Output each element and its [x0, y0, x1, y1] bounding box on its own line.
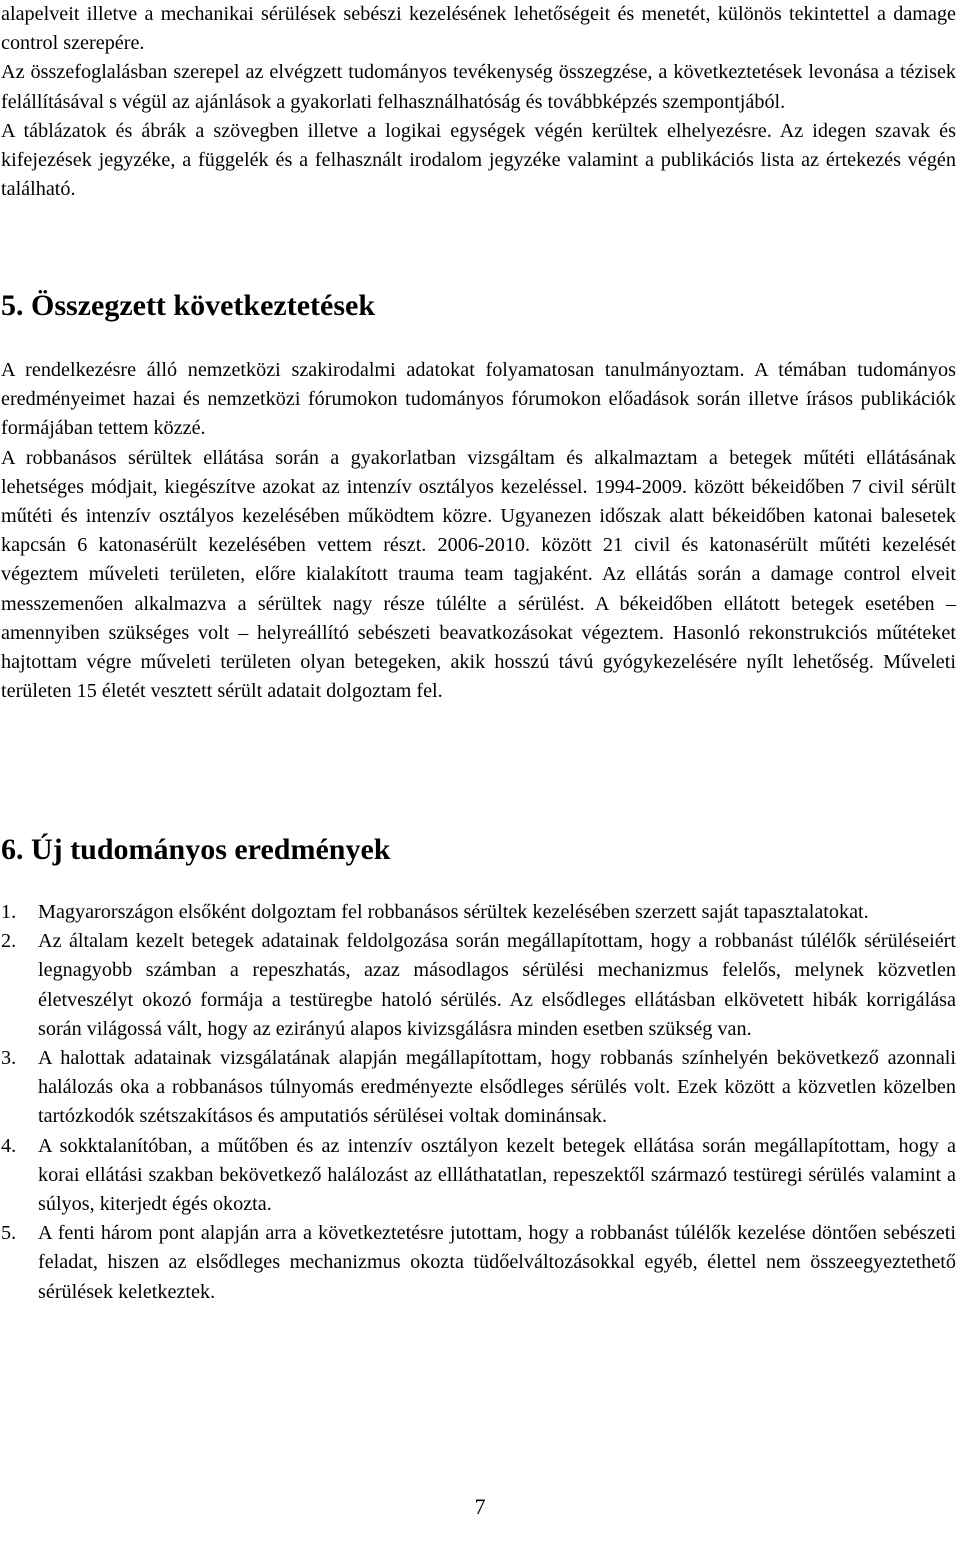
section-6-heading: 6. Új tudományos eredmények: [1, 833, 391, 866]
list-item: [1, 1219, 956, 1307]
findings-list: [1, 898, 956, 1307]
list-item-number: 2.: [1, 930, 17, 953]
intro-paragraph-1: alapelveit illetve a mechanikai sérülések sebészi kezelésének lehetőségeit és menetét, különös tekintettel a damage control szerepére.: [1, 3, 956, 55]
intro-paragraph-3: A táblázatok és ábrák a szövegben illetve a logikai egységek végén kerültek elhelyezésre. Az idegen szavak és kifejezések jegyzéke, a függelék és a felhasznált irodalom jegyzéke valamint a publikációs lista az értekezés végén található.: [1, 119, 956, 201]
intro-paragraph-2: Az összefoglalásban szerepel az elvégzett tudományos tevékenység összegzése, a következtetések levonása a tézisek felállításával s végül az ajánlások a gyakorlati felhasználhatóság és továbbképzés szempontjából.: [1, 61, 956, 113]
list-item-text: Az általam kezelt betegek adatainak feldolgozása során megállapítottam, hogy a robbanást túlélők sérüléseiért legnagyobb számban a repeszhatás, azaz másodlagos sérülési mechanizmus felelős, melynek közvetlen életveszélyt okozó formája a testüregbe hatoló sérülés. Az elsődleges ellátásban elkövetett hibák korrigálása során világossá vált, hogy az ezirányú alapos kivizsgálásra minden esetben szükség van.: [38, 930, 956, 1040]
section-5-paragraph-1: A rendelkezésre álló nemzetközi szakirodalmi adatokat folyamatosan tanulmányoztam. A témában tudományos eredményeimet hazai és nemzetközi fórumokon tudományos fórumokon előadások során illetve írásos publikációk formájában tettem közzé.: [1, 359, 956, 440]
section-5-paragraph-2: A robbanásos sérültek ellátása során a gyakorlatban vizsgáltam és alkalmaztam a betegek műtéti ellátásának lehetséges módjait, kiegészítve azokat az intenzív osztályos kezeléssel. 1994-2009. között békeidőben 7 civil sérült műtéti és intenzív osztályos kezelésében működtem közre. Ugyanezen időszak alatt békeidőben katonai balesetek kapcsán 6 katonasérült kezelésében vettem részt. 2006-2010. között 21 civil és katonasérült műtéti kezelését végeztem műveleti területen, előre kialakított trauma team tagjaként. Az ellátás során a damage control elveit messzemenően alkalmazva a sérültek nagy része túlélte a sérülést. A békeidőben ellátott betegek esetében – amennyiben szükséges volt – helyreállító sebészeti beavatkozásokat végeztem. Hasonló rekonstrukciós műtéteket hajtottam végre műveleti területen olyan betegeken, akik hosszú távú gyógykezelésére nyílt lehetőség. Műveleti területen 15 életét vesztett sérült adatait dolgoztam fel.: [1, 446, 956, 703]
list-item-number: 4.: [1, 1134, 17, 1157]
list-item: [1, 927, 956, 1044]
intro-text: [1, 0, 956, 204]
list-item-text: A fenti három pont alapján arra a következtetésre jutottam, hogy a robbanást túlélők kezelése döntően sebészeti feladat, hiszen az elsődleges mechanizmus okozta tüdőelváltozásokkal egyéb, élettel nem összeegyeztethető sérülések keletkeztek.: [38, 1222, 956, 1303]
list-item: [1, 1044, 956, 1132]
page-number: 7: [474, 1494, 486, 1519]
list-item-text: A sokktalanítóban, a műtőben és az intenzív osztályon kezelt betegek ellátása során megállapítottam, hogy a korai ellátási szakban bekövetkező halálozást az ellláthatatlan, repeszektől származó testüregi sérülés valamint a súlyos, kiterjedt égés okozta.: [38, 1134, 956, 1216]
section-5-heading: 5. Összegzett következtetések: [1, 289, 376, 322]
list-item-number: 3.: [1, 1047, 17, 1070]
list-item: [1, 898, 956, 927]
list-item-number: 5.: [1, 1222, 17, 1245]
list-item-text: A halottak adatainak vizsgálatának alapján megállapítottam, hogy robbanás színhelyén bekövetkező azonnali halálozás oka a robbanásos túlnyomás eredményezte elsődleges sérülés volt. Ezek között a közvetlen közelben tartózkodók szétszakításos és amputatiós sérülései voltak dominánsak.: [38, 1047, 956, 1128]
section-5-body: [1, 356, 956, 706]
list-item: [1, 1132, 956, 1220]
list-item-number: 1.: [1, 901, 17, 923]
list-item-text: Magyarországon elsőként dolgoztam fel robbanásos sérültek kezelésében szerzett saját tapasztalatokat.: [38, 901, 869, 923]
